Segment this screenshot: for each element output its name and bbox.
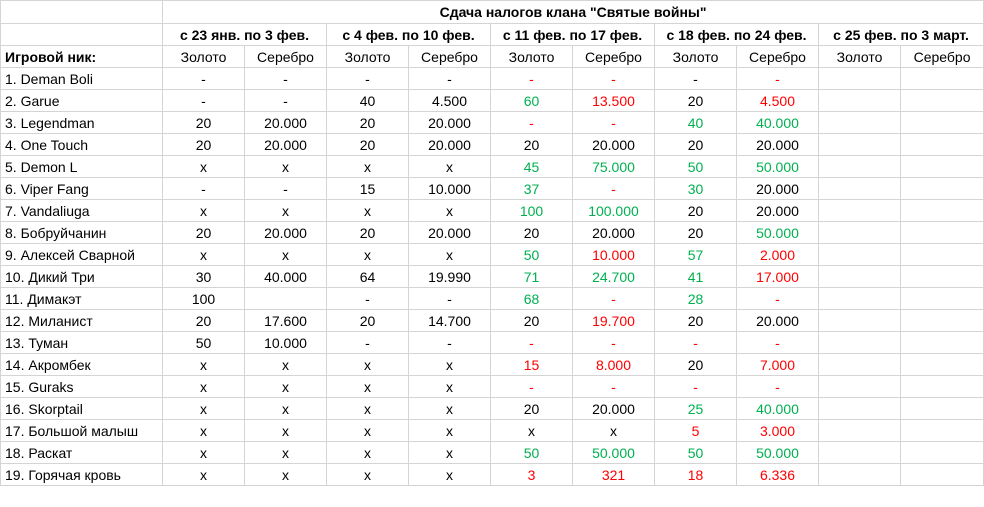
gold-cell[interactable]: 45	[491, 156, 573, 178]
player-name-cell[interactable]: 11. Димакэт	[1, 288, 163, 310]
player-name-cell[interactable]: 12. Миланист	[1, 310, 163, 332]
silver-cell[interactable]	[901, 68, 984, 90]
silver-cell[interactable]: -	[573, 178, 655, 200]
gold-cell[interactable]: 20	[327, 310, 409, 332]
silver-cell[interactable]	[901, 266, 984, 288]
silver-cell[interactable]: -	[573, 376, 655, 398]
gold-cell[interactable]	[819, 112, 901, 134]
gold-cell[interactable]: 20	[491, 134, 573, 156]
silver-header[interactable]: Серебро	[573, 46, 655, 68]
gold-cell[interactable]: 30	[655, 178, 737, 200]
table-row	[1, 90, 984, 112]
silver-cell[interactable]: 7.000	[737, 354, 819, 376]
gold-cell[interactable]	[819, 134, 901, 156]
silver-cell[interactable]: 20.000	[409, 112, 491, 134]
gold-cell[interactable]: 20	[327, 222, 409, 244]
silver-cell[interactable]: 17.000	[737, 266, 819, 288]
silver-cell[interactable]: x	[245, 354, 327, 376]
player-column-header[interactable]: Игровой ник:	[1, 46, 163, 68]
gold-cell[interactable]: x	[327, 464, 409, 486]
player-name-cell[interactable]: 4. One Touch	[1, 134, 163, 156]
silver-cell[interactable]	[901, 222, 984, 244]
gold-cell[interactable]: x	[327, 354, 409, 376]
gold-cell[interactable]: 50	[491, 244, 573, 266]
silver-cell[interactable]: 100.000	[573, 200, 655, 222]
corner-cell[interactable]	[1, 1, 163, 24]
silver-cell[interactable]: 321	[573, 464, 655, 486]
gold-cell[interactable]: x	[163, 398, 245, 420]
gold-header[interactable]: Золото	[655, 46, 737, 68]
silver-header[interactable]: Серебро	[901, 46, 984, 68]
gold-cell[interactable]: x	[327, 442, 409, 464]
gold-cell[interactable]: x	[327, 156, 409, 178]
gold-cell[interactable]: -	[327, 332, 409, 354]
gold-cell[interactable]	[819, 200, 901, 222]
table-row	[1, 442, 984, 464]
silver-cell[interactable]: -	[409, 288, 491, 310]
player-name-cell[interactable]: 8. Бобруйчанин	[1, 222, 163, 244]
silver-cell[interactable]: -	[737, 68, 819, 90]
table-row	[1, 156, 984, 178]
silver-cell[interactable]: 50.000	[737, 222, 819, 244]
gold-cell[interactable]: x	[327, 398, 409, 420]
silver-cell[interactable]: x	[245, 442, 327, 464]
table-row	[1, 354, 984, 376]
gold-cell[interactable]: 100	[163, 288, 245, 310]
gold-cell[interactable]: 28	[655, 288, 737, 310]
silver-cell[interactable]: x	[409, 376, 491, 398]
silver-cell[interactable]: 20.000	[573, 134, 655, 156]
silver-cell[interactable]: x	[245, 200, 327, 222]
player-name-cell[interactable]: 3. Legendman	[1, 112, 163, 134]
silver-cell[interactable]: -	[573, 68, 655, 90]
gold-cell[interactable]: 15	[327, 178, 409, 200]
player-name-cell[interactable]: 2. Garue	[1, 90, 163, 112]
silver-cell[interactable]: 50.000	[737, 442, 819, 464]
gold-cell[interactable]: -	[327, 288, 409, 310]
gold-cell[interactable]: x	[327, 200, 409, 222]
silver-cell[interactable]	[901, 354, 984, 376]
silver-cell[interactable]: -	[573, 112, 655, 134]
player-name-cell[interactable]: 1. Deman Boli	[1, 68, 163, 90]
gold-cell[interactable]	[819, 464, 901, 486]
gold-cell[interactable]: 20	[163, 112, 245, 134]
gold-cell[interactable]: 41	[655, 266, 737, 288]
gold-cell[interactable]: 50	[491, 442, 573, 464]
silver-cell[interactable]: -	[245, 68, 327, 90]
silver-cell[interactable]: 20.000	[737, 134, 819, 156]
gold-header[interactable]: Золото	[163, 46, 245, 68]
gold-cell[interactable]: x	[163, 464, 245, 486]
gold-cell[interactable]: 20	[655, 90, 737, 112]
gold-cell[interactable]	[819, 288, 901, 310]
gold-cell[interactable]: 15	[491, 354, 573, 376]
silver-cell[interactable]	[901, 200, 984, 222]
gold-cell[interactable]: 50	[655, 156, 737, 178]
gold-cell[interactable]	[819, 266, 901, 288]
silver-cell[interactable]: 17.600	[245, 310, 327, 332]
table-row	[1, 222, 984, 244]
silver-cell[interactable]: 50.000	[737, 156, 819, 178]
silver-cell[interactable]: -	[737, 332, 819, 354]
player-name-cell[interactable]: 14. Акромбек	[1, 354, 163, 376]
gold-cell[interactable]: 20	[655, 222, 737, 244]
silver-cell[interactable]: 6.336	[737, 464, 819, 486]
silver-cell[interactable]: -	[737, 376, 819, 398]
silver-cell[interactable]: 20.000	[737, 178, 819, 200]
silver-cell[interactable]: -	[573, 288, 655, 310]
gold-cell[interactable]	[819, 442, 901, 464]
gold-cell[interactable]: x	[491, 420, 573, 442]
player-name-cell[interactable]: 7. Vandaliuga	[1, 200, 163, 222]
silver-cell[interactable]	[901, 112, 984, 134]
silver-cell[interactable]: x	[409, 398, 491, 420]
silver-cell[interactable]	[901, 156, 984, 178]
silver-cell[interactable]: 20.000	[409, 222, 491, 244]
silver-cell[interactable]: -	[409, 68, 491, 90]
silver-cell[interactable]: x	[409, 354, 491, 376]
silver-cell[interactable]: 2.000	[737, 244, 819, 266]
gold-cell[interactable]: x	[163, 420, 245, 442]
silver-cell[interactable]	[901, 332, 984, 354]
gold-cell[interactable]: 37	[491, 178, 573, 200]
silver-cell[interactable]: 20.000	[245, 222, 327, 244]
gold-cell[interactable]: x	[163, 376, 245, 398]
silver-cell[interactable]: 14.700	[409, 310, 491, 332]
table-row	[1, 420, 984, 442]
gold-cell[interactable]: x	[163, 442, 245, 464]
gold-cell[interactable]: -	[163, 178, 245, 200]
silver-cell[interactable]: x	[409, 200, 491, 222]
gold-cell[interactable]: 60	[491, 90, 573, 112]
player-name-cell[interactable]: 15. Guraks	[1, 376, 163, 398]
gold-cell[interactable]: 20	[491, 398, 573, 420]
table-row	[1, 398, 984, 420]
gold-cell[interactable]	[819, 398, 901, 420]
player-name-cell[interactable]: 17. Большой малыш	[1, 420, 163, 442]
gold-cell[interactable]: -	[327, 68, 409, 90]
gold-cell[interactable]: x	[327, 376, 409, 398]
gold-cell[interactable]: -	[163, 68, 245, 90]
gold-cell[interactable]: -	[655, 68, 737, 90]
gold-cell[interactable]: 5	[655, 420, 737, 442]
silver-header[interactable]: Серебро	[737, 46, 819, 68]
gold-cell[interactable]: -	[491, 332, 573, 354]
silver-cell[interactable]: -	[573, 332, 655, 354]
silver-cell[interactable]: x	[409, 464, 491, 486]
gold-cell[interactable]: -	[163, 90, 245, 112]
silver-cell[interactable]: 40.000	[737, 398, 819, 420]
silver-cell[interactable]	[901, 288, 984, 310]
silver-header[interactable]: Серебро	[409, 46, 491, 68]
silver-cell[interactable]: 40.000	[737, 112, 819, 134]
silver-cell[interactable]: x	[245, 464, 327, 486]
gold-cell[interactable]	[819, 244, 901, 266]
gold-cell[interactable]: 20	[163, 310, 245, 332]
player-name-cell[interactable]: 6. Viper Fang	[1, 178, 163, 200]
period-header[interactable]: с 11 фев. по 17 фев.	[491, 24, 655, 46]
silver-cell[interactable]	[901, 244, 984, 266]
gold-cell[interactable]: 50	[163, 332, 245, 354]
gold-cell[interactable]: 40	[327, 90, 409, 112]
gold-cell[interactable]: x	[163, 354, 245, 376]
table-row	[1, 464, 984, 486]
gold-cell[interactable]	[819, 332, 901, 354]
table-row	[1, 266, 984, 288]
silver-cell[interactable]: 75.000	[573, 156, 655, 178]
table-row	[1, 288, 984, 310]
silver-cell[interactable]: x	[573, 420, 655, 442]
gold-cell[interactable]: x	[163, 244, 245, 266]
gold-header[interactable]: Золото	[491, 46, 573, 68]
silver-cell[interactable]: 20.000	[409, 134, 491, 156]
gold-cell[interactable]: -	[491, 112, 573, 134]
silver-cell[interactable]: x	[245, 376, 327, 398]
silver-cell[interactable]	[901, 90, 984, 112]
period-header[interactable]: с 18 фев. по 24 фев.	[655, 24, 819, 46]
player-name-cell[interactable]: 18. Раскат	[1, 442, 163, 464]
silver-cell[interactable]: -	[737, 288, 819, 310]
silver-cell[interactable]: 20.000	[737, 310, 819, 332]
gold-cell[interactable]: 20	[655, 200, 737, 222]
gold-cell[interactable]	[819, 178, 901, 200]
silver-cell[interactable]: -	[409, 332, 491, 354]
gold-header[interactable]: Золото	[819, 46, 901, 68]
silver-cell[interactable]: 24.700	[573, 266, 655, 288]
silver-cell[interactable]: 50.000	[573, 442, 655, 464]
silver-cell[interactable]: x	[245, 156, 327, 178]
period-header[interactable]: с 23 янв. по 3 фев.	[163, 24, 327, 46]
gold-cell[interactable]: x	[163, 200, 245, 222]
silver-cell[interactable]: 19.990	[409, 266, 491, 288]
gold-cell[interactable]: 100	[491, 200, 573, 222]
table-row	[1, 68, 984, 90]
gold-cell[interactable]: 20	[491, 310, 573, 332]
gold-cell[interactable]: 64	[327, 266, 409, 288]
gold-cell[interactable]	[819, 354, 901, 376]
table-row	[1, 332, 984, 354]
table-row	[1, 112, 984, 134]
player-name-cell[interactable]: 19. Горячая кровь	[1, 464, 163, 486]
gold-cell[interactable]: 40	[655, 112, 737, 134]
gold-cell[interactable]: 68	[491, 288, 573, 310]
period-header[interactable]: с 25 фев. по 3 март.	[819, 24, 984, 46]
silver-cell[interactable]	[901, 376, 984, 398]
gold-cell[interactable]	[819, 376, 901, 398]
silver-cell[interactable]: 20.000	[573, 398, 655, 420]
silver-cell[interactable]: 10.000	[573, 244, 655, 266]
player-name-cell[interactable]: 10. Дикий Три	[1, 266, 163, 288]
silver-cell[interactable]: x	[245, 244, 327, 266]
silver-cell[interactable]	[245, 288, 327, 310]
silver-cell[interactable]: 20.000	[245, 112, 327, 134]
blank-header-cell[interactable]	[1, 24, 163, 46]
table-row	[1, 178, 984, 200]
gold-cell[interactable]: 50	[655, 442, 737, 464]
gold-cell[interactable]: 20	[327, 134, 409, 156]
silver-header[interactable]: Серебро	[245, 46, 327, 68]
silver-cell[interactable]: x	[409, 442, 491, 464]
silver-cell[interactable]: 20.000	[573, 222, 655, 244]
table-row	[1, 134, 984, 156]
gold-cell[interactable]: 25	[655, 398, 737, 420]
gold-cell[interactable]: 71	[491, 266, 573, 288]
silver-cell[interactable]: 10.000	[409, 178, 491, 200]
silver-cell[interactable]	[901, 134, 984, 156]
gold-cell[interactable]: -	[655, 332, 737, 354]
gold-cell[interactable]: 30	[163, 266, 245, 288]
period-header[interactable]: с 4 фев. по 10 фев.	[327, 24, 491, 46]
gold-cell[interactable]: 20	[163, 222, 245, 244]
silver-cell[interactable]: 10.000	[245, 332, 327, 354]
silver-cell[interactable]	[901, 310, 984, 332]
gold-cell[interactable]: -	[491, 68, 573, 90]
player-name-cell[interactable]: 16. Skorptail	[1, 398, 163, 420]
silver-cell[interactable]	[901, 398, 984, 420]
gold-cell[interactable]: 20	[655, 134, 737, 156]
gold-cell[interactable]	[819, 68, 901, 90]
silver-cell[interactable]: x	[245, 398, 327, 420]
silver-cell[interactable]: 3.000	[737, 420, 819, 442]
silver-cell[interactable]: x	[409, 244, 491, 266]
gold-cell[interactable]: 20	[163, 134, 245, 156]
silver-cell[interactable]	[901, 420, 984, 442]
player-name-cell[interactable]: 9. Алексей Сварной	[1, 244, 163, 266]
table-row	[1, 244, 984, 266]
gold-cell[interactable]	[819, 222, 901, 244]
gold-cell[interactable]: 57	[655, 244, 737, 266]
gold-cell[interactable]: 20	[491, 222, 573, 244]
silver-cell[interactable]: 20.000	[737, 200, 819, 222]
gold-cell[interactable]	[819, 90, 901, 112]
silver-cell[interactable]: -	[245, 178, 327, 200]
gold-cell[interactable]	[819, 420, 901, 442]
silver-cell[interactable]: x	[245, 420, 327, 442]
silver-cell[interactable]: -	[245, 90, 327, 112]
silver-cell[interactable]: 13.500	[573, 90, 655, 112]
gold-cell[interactable]: 20	[655, 354, 737, 376]
silver-cell[interactable]	[901, 442, 984, 464]
gold-cell[interactable]: x	[327, 420, 409, 442]
silver-cell[interactable]: 19.700	[573, 310, 655, 332]
gold-cell[interactable]: 20	[327, 112, 409, 134]
gold-cell[interactable]: -	[655, 376, 737, 398]
silver-cell[interactable]: 8.000	[573, 354, 655, 376]
silver-cell[interactable]: x	[409, 420, 491, 442]
gold-cell[interactable]: 18	[655, 464, 737, 486]
gold-cell[interactable]: x	[163, 156, 245, 178]
player-name-cell[interactable]: 13. Туман	[1, 332, 163, 354]
silver-cell[interactable]: 20.000	[245, 134, 327, 156]
gold-cell[interactable]: 20	[655, 310, 737, 332]
silver-cell[interactable]: 4.500	[737, 90, 819, 112]
silver-cell[interactable]: 40.000	[245, 266, 327, 288]
silver-cell[interactable]: 4.500	[409, 90, 491, 112]
table-row	[1, 200, 984, 222]
player-rows	[1, 68, 984, 486]
gold-cell[interactable]: 3	[491, 464, 573, 486]
gold-cell[interactable]	[819, 156, 901, 178]
silver-cell[interactable]	[901, 464, 984, 486]
silver-cell[interactable]	[901, 178, 984, 200]
table-row	[1, 310, 984, 332]
gold-header[interactable]: Золото	[327, 46, 409, 68]
gold-cell[interactable]: x	[327, 244, 409, 266]
gold-cell[interactable]: -	[491, 376, 573, 398]
table-row	[1, 376, 984, 398]
silver-cell[interactable]: x	[409, 156, 491, 178]
gold-cell[interactable]	[819, 310, 901, 332]
sheet-title[interactable]: Сдача налогов клана "Святые войны"	[163, 1, 984, 24]
player-name-cell[interactable]: 5. Demon L	[1, 156, 163, 178]
